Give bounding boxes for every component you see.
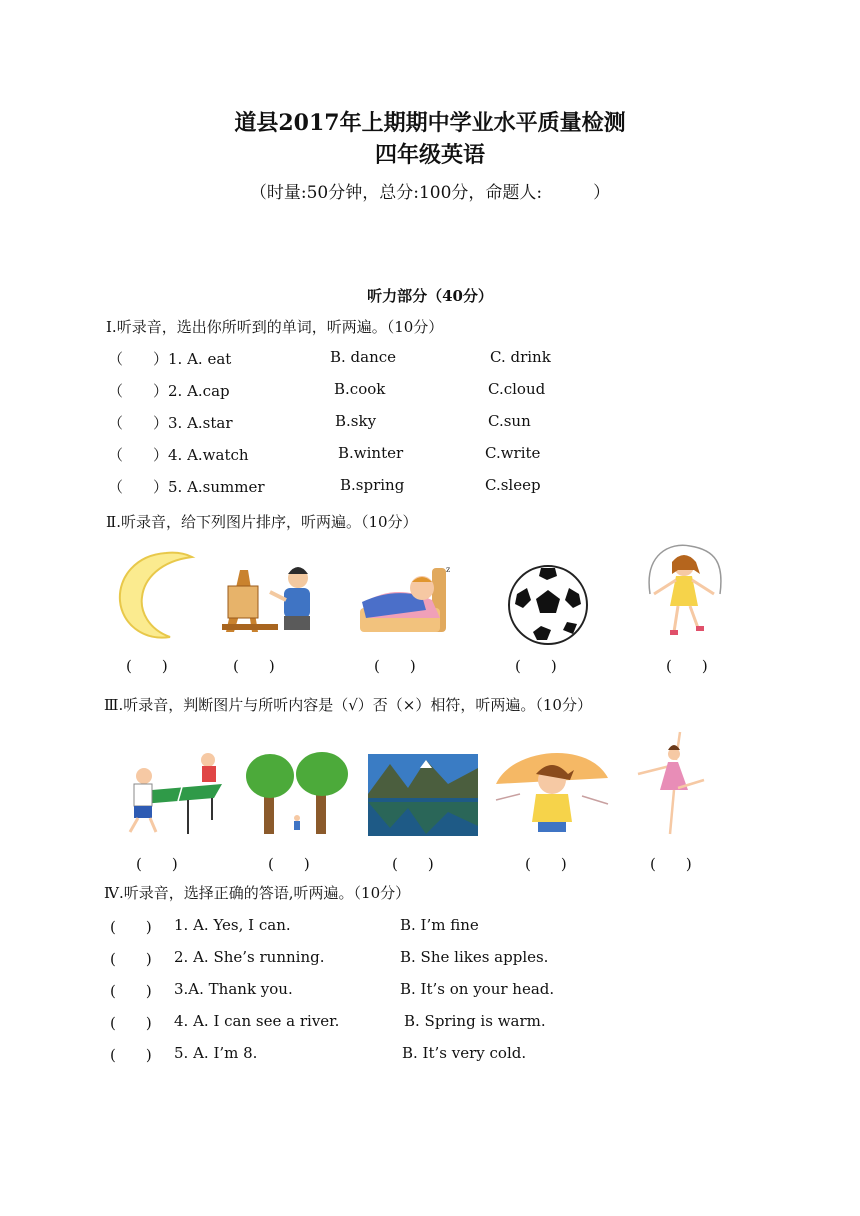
listening-section-title: 听力部分（40分） [367,287,493,305]
part4-answer-blank[interactable]: ( ) [110,982,152,1000]
dancing-picture [630,730,708,838]
part3-answer-blank[interactable]: ( ) [525,855,567,873]
part4-option-b: B. She likes apples. [400,948,549,966]
part4-option-a: 2. A. She’s running. [174,948,325,966]
part4-answer-blank[interactable]: ( ) [110,950,152,968]
part1-item-c: C.sun [488,412,531,430]
part4-option-b: B. I’m fine [400,916,479,934]
painting-picture [218,562,318,638]
part1-item-a: （ ）1. A. eat [108,350,232,368]
part1-item-a: （ ）3. A.star [108,414,233,432]
part2-answer-blank[interactable]: ( ) [233,657,275,675]
part1-item-a: （ ）5. A.summer [108,478,265,496]
part1-item-a: （ ）4. A.watch [108,446,249,464]
ping-pong-picture [122,746,226,838]
part4-option-a: 3.A. Thank you. [174,980,293,998]
part1-item-c: C.cloud [488,380,546,398]
part1-item-c: C.sleep [485,476,541,494]
moon-picture [116,551,200,641]
part1-item-b: B.cook [334,380,386,398]
svg-text:z: z [446,565,451,574]
football-picture [507,564,589,646]
part3-answer-blank[interactable]: ( ) [392,855,434,873]
exam-info: （时量:50分钟，总分:100分，命题人: ） [249,183,611,203]
part4-option-b: B. It’s on your head. [400,980,555,998]
sleeping-picture [358,560,462,640]
part4-heading: Ⅳ.听录音，选择正确的答语,听两遍。（10分） [104,884,411,902]
part3-heading: Ⅲ.听录音，判断图片与所听内容是（√）否（×）相符，听两遍。（10分） [104,696,592,714]
part2-answer-blank[interactable]: ( ) [515,657,557,675]
part4-option-b: B. Spring is warm. [404,1012,546,1030]
part3-answer-blank[interactable]: ( ) [650,855,692,873]
part4-answer-blank[interactable]: ( ) [110,918,152,936]
part1-item-a: （ ）2. A.cap [108,382,230,400]
lake-mountains-picture [368,754,478,836]
part2-answer-blank[interactable]: ( ) [666,657,708,675]
skipping-rope-picture [640,544,726,644]
part2-heading: Ⅱ.听录音，给下列图片排序，听两遍。（10分） [106,513,418,531]
part1-item-b: B.winter [338,444,404,462]
part4-option-a: 1. A. Yes, I can. [174,916,291,934]
part2-answer-blank[interactable]: ( ) [374,657,416,675]
part4-answer-blank[interactable]: ( ) [110,1046,152,1064]
part1-item-b: B. dance [330,348,397,366]
part2-answer-blank[interactable]: ( ) [126,657,168,675]
part4-option-b: B. It’s very cold. [402,1044,527,1062]
part1-item-b: B.spring [340,476,405,494]
part4-option-a: 4. A. I can see a river. [174,1012,340,1030]
part1-heading: Ⅰ.听录音，选出你所听到的单词，听两遍。（10分） [106,318,444,336]
part3-answer-blank[interactable]: ( ) [136,855,178,873]
part1-item-c: C. drink [490,348,551,366]
exam-title: 道县2017年上期期中学业水平质量检测 [234,110,626,136]
part4-answer-blank[interactable]: ( ) [110,1014,152,1032]
trees-picture [246,752,350,836]
exam-subject: 四年级英语 [374,142,485,168]
part4-option-a: 5. A. I’m 8. [174,1044,258,1062]
windy-girl-picture [492,744,610,838]
part1-item-c: C.write [485,444,541,462]
part1-item-b: B.sky [335,412,377,430]
part3-answer-blank[interactable]: ( ) [268,855,310,873]
